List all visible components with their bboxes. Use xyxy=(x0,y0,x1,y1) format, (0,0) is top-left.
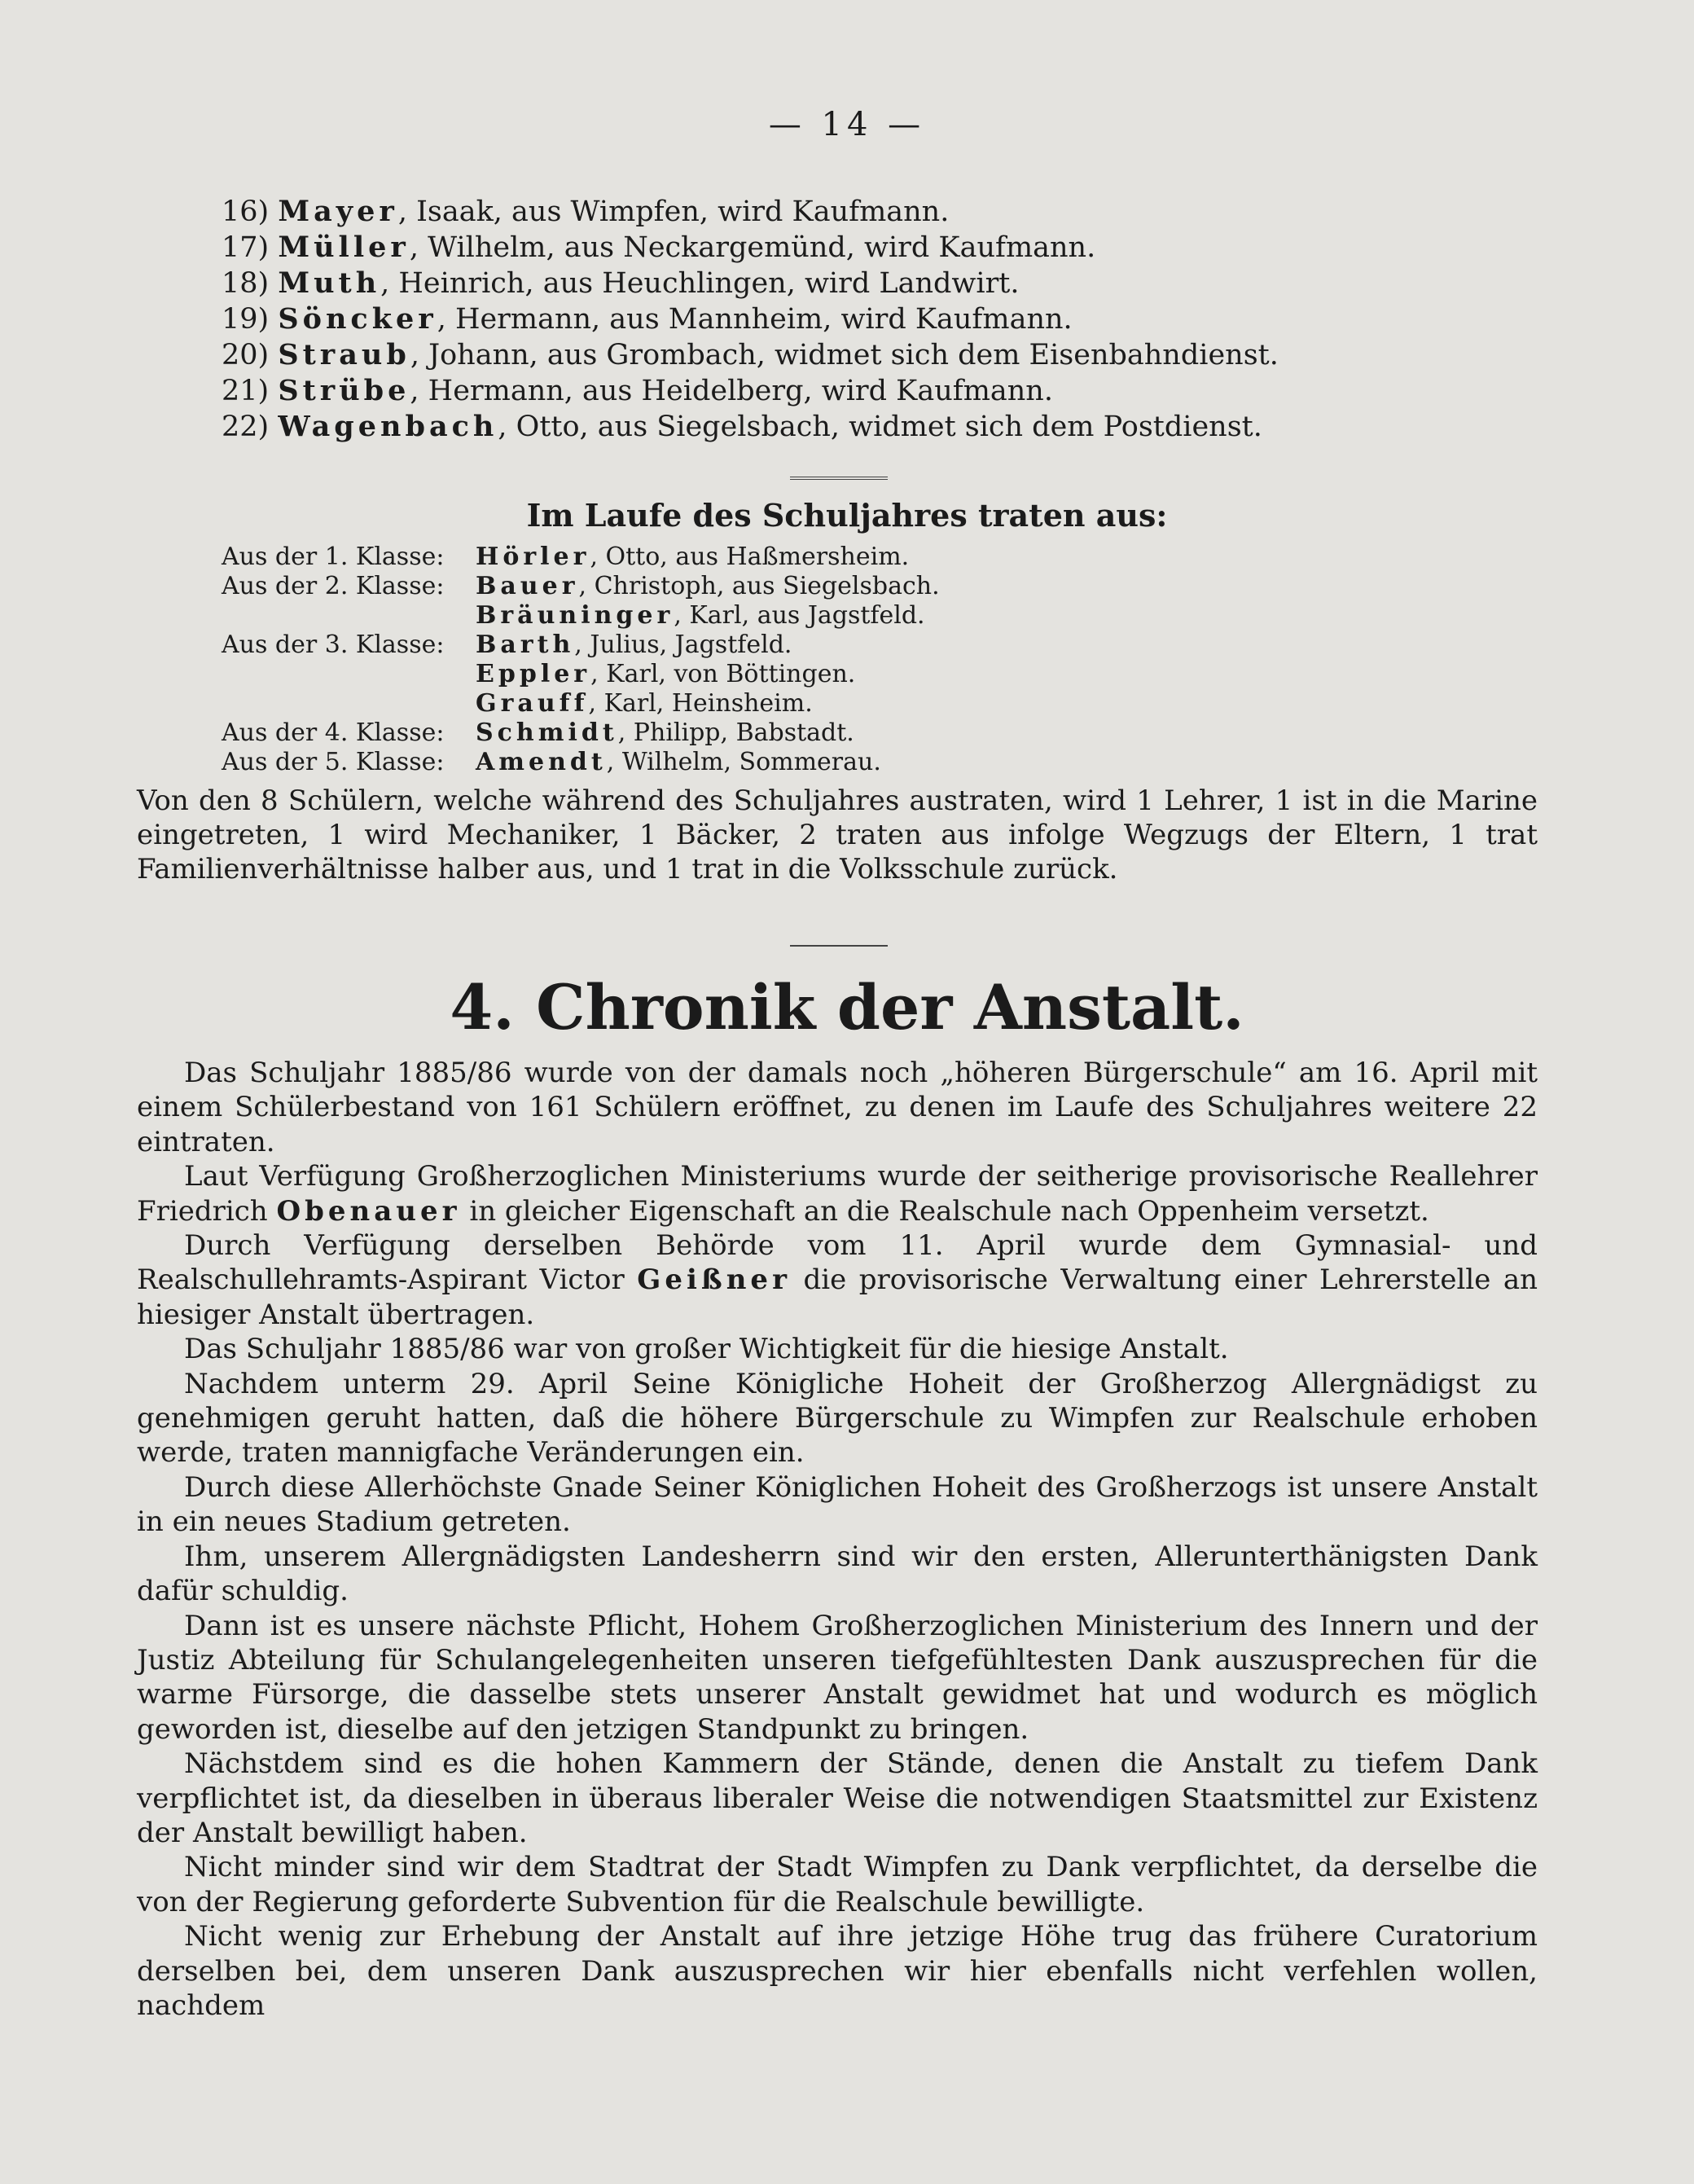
departure-details: , Wilhelm, Sommerau. xyxy=(606,748,881,776)
departures-summary: Von den 8 Schülern, welche während des Schuljahres austraten, wird 1 Lehrer, 1 ist in die Marine eingetreten, 1 wird Mechaniker, 1 Bäcker, 2 traten aus infolge Wegzugs der Eltern, 1 trat Familienverhältnisse halber aus, und 1 trat in die Volksschule zurück. xyxy=(137,784,1538,885)
graduate-entry xyxy=(222,230,1095,266)
section-heading: 4. Chronik der Anstalt. xyxy=(450,971,1244,1044)
chronik-paragraph: Dann ist es unsere nächste Pflicht, Hohem Großherzoglichen Ministerium des Innern und der Justiz Abteilung für Schulangelegenheiten unseren tiefgefühltesten Dank auszusprechen für die warme Fürsorge, die dasselbe stets unserer Anstalt gewidmet hat und wodurch es möglich geworden ist, dieselbe auf den jetzigen Standpunkt zu bringen. xyxy=(137,1609,1538,1746)
chronik-paragraph: Nicht minder sind wir dem Stadtrat der Stadt Wimpfen zu Dank verpflichtet, da derselbe die von der Regierung geforderte Subvention für die Realschule bewilligte. xyxy=(137,1851,1538,1918)
entry-number: 21) xyxy=(222,375,270,407)
chronik-paragraph: Ihm, unserem Allergnädigsten Landesherrn sind wir den ersten, Allerunterthänigsten Dank dafür schuldig. xyxy=(137,1540,1538,1608)
entry-number: 19) xyxy=(222,303,270,336)
paragraph-text: in gleicher Eigenschaft an die Realschule nach Oppenheim versetzt. xyxy=(460,1194,1429,1228)
graduate-details: , Johann, aus Grombach, widmet sich dem Eisenbahndienst. xyxy=(410,339,1279,371)
departure-surname: Bauer xyxy=(476,572,579,600)
departure-details: , Karl, aus Jagstfeld. xyxy=(674,601,925,630)
chronik-paragraph: Durch diese Allerhöchste Gnade Seiner Königlichen Hoheit des Großherzogs ist unsere Anstalt in ein neues Stadium getreten. xyxy=(137,1470,1538,1539)
graduate-details: , Isaak, aus Wimpfen, wird Kaufmann. xyxy=(397,196,950,228)
graduate-details: , Otto, aus Siegelsbach, widmet sich dem Postdienst. xyxy=(498,411,1262,443)
departures-heading: Im Laufe des Schuljahres traten aus: xyxy=(526,497,1168,534)
departure-class-label: Aus der 1. Klasse: xyxy=(222,543,445,571)
graduate-entry xyxy=(222,409,1262,445)
departure-surname: Amendt xyxy=(476,748,607,776)
paragraph-text: Durch Verfügung derselben Behörde vom 11. April wurde dem Gymnasial- und Realschullehramts-Aspirant Victor xyxy=(137,1229,1538,1297)
departure-entry xyxy=(476,748,881,777)
graduate-entry xyxy=(222,194,949,230)
departure-surname: Eppler xyxy=(476,660,591,688)
graduate-surname: Söncker xyxy=(278,302,437,336)
graduate-surname: Strübe xyxy=(278,374,410,407)
chronik-paragraph: Nicht wenig zur Erhebung der Anstalt auf ihre jetzige Höhe trug das frühere Curatorium derselben bei, dem unseren Dank auszusprechen wir hier ebenfalls nicht verfehlen wollen, nachdem xyxy=(137,1920,1538,2022)
graduate-surname: Muth xyxy=(278,266,381,300)
departure-class-label: Aus der 4. Klasse: xyxy=(222,718,445,747)
departure-entry xyxy=(476,689,813,718)
page-number: — 14 — xyxy=(768,106,926,143)
paragraph-text: Laut Verfügung Großherzoglichen Ministeriums wurde der seitherige provisorische Reallehrer Friedrich xyxy=(137,1160,1538,1228)
person-name: Geißner xyxy=(637,1263,791,1297)
chronik-paragraph xyxy=(137,1159,1538,1228)
entry-number: 18) xyxy=(222,267,270,300)
departure-entry xyxy=(476,631,792,660)
departure-surname: Bräuninger xyxy=(476,601,674,630)
departure-class-label: Aus der 2. Klasse: xyxy=(222,572,445,600)
graduate-details: , Heinrich, aus Heuchlingen, wird Landwirt. xyxy=(380,267,1020,300)
graduate-entry xyxy=(222,337,1279,373)
graduate-surname: Müller xyxy=(278,231,410,264)
departure-surname: Schmidt xyxy=(476,718,618,747)
departure-entry xyxy=(476,543,909,572)
graduate-details: , Hermann, aus Heidelberg, wird Kaufmann. xyxy=(410,375,1053,407)
graduate-surname: Wagenbach xyxy=(278,410,498,443)
departure-entry xyxy=(476,572,940,601)
departure-details: , Julius, Jagstfeld. xyxy=(574,631,792,659)
departure-entry xyxy=(476,660,855,689)
chronik-paragraph: Das Schuljahr 1885/86 war von großer Wichtigkeit für die hiesige Anstalt. xyxy=(184,1333,1229,1366)
chronik-paragraph: Nächstdem sind es die hohen Kammern der Stände, denen die Anstalt zu tiefem Dank verpflichtet ist, da dieselben in überaus liberaler Weise die notwendigen Staatsmittel zur Existenz der Anstalt bewilligt haben. xyxy=(137,1747,1538,1849)
chronik-paragraph xyxy=(137,1228,1538,1332)
departure-details: , Philipp, Babstadt. xyxy=(617,718,854,747)
departure-entry xyxy=(476,601,925,631)
departure-details: , Karl, von Böttingen. xyxy=(590,660,856,688)
graduate-entry xyxy=(222,301,1073,337)
entry-number: 16) xyxy=(222,196,270,228)
departure-surname: Grauff xyxy=(476,689,589,718)
chronik-text xyxy=(137,1056,1538,2023)
departure-class-label: Aus der 3. Klasse: xyxy=(222,631,445,659)
divider-rule xyxy=(790,477,888,480)
graduate-details: , Hermann, aus Mannheim, wird Kaufmann. xyxy=(437,303,1073,336)
graduate-surname: Mayer xyxy=(278,195,398,228)
departure-entry xyxy=(476,718,854,748)
departure-details: , Otto, aus Haßmersheim. xyxy=(590,543,910,571)
graduate-surname: Straub xyxy=(278,338,410,371)
departure-surname: Barth xyxy=(476,631,575,659)
divider-rule xyxy=(790,945,888,947)
graduate-entry xyxy=(222,373,1053,409)
person-name: Obenauer xyxy=(276,1194,461,1228)
departure-details: , Christoph, aus Siegelsbach. xyxy=(578,572,940,600)
entry-number: 17) xyxy=(222,231,270,264)
departure-surname: Hörler xyxy=(476,543,590,571)
entry-number: 22) xyxy=(222,411,270,443)
chronik-paragraph: Das Schuljahr 1885/86 wurde von der damals noch „höheren Bürgerschule“ am 16. April mit einem Schülerbestand von 161 Schülern eröffnet, zu denen im Laufe des Schuljahres weitere 22 eintraten. xyxy=(137,1057,1538,1158)
departure-details: , Karl, Heinsheim. xyxy=(588,689,813,718)
paragraph-text: die provisorische Verwaltung einer Lehrerstelle an hiesiger Anstalt übertragen. xyxy=(137,1263,1538,1331)
chronik-paragraph: Nachdem unterm 29. April Seine Königliche Hoheit der Großherzog Allergnädigst zu genehmigen geruht hatten, daß die höhere Bürgerschule zu Wimpfen zur Realschule erhoben werde, traten mannigfache Veränderungen ein. xyxy=(137,1367,1538,1470)
entry-number: 20) xyxy=(222,339,270,371)
graduate-entry xyxy=(222,266,1020,301)
graduate-details: , Wilhelm, aus Neckargemünd, wird Kaufmann. xyxy=(409,231,1096,264)
departure-class-label: Aus der 5. Klasse: xyxy=(222,748,445,776)
